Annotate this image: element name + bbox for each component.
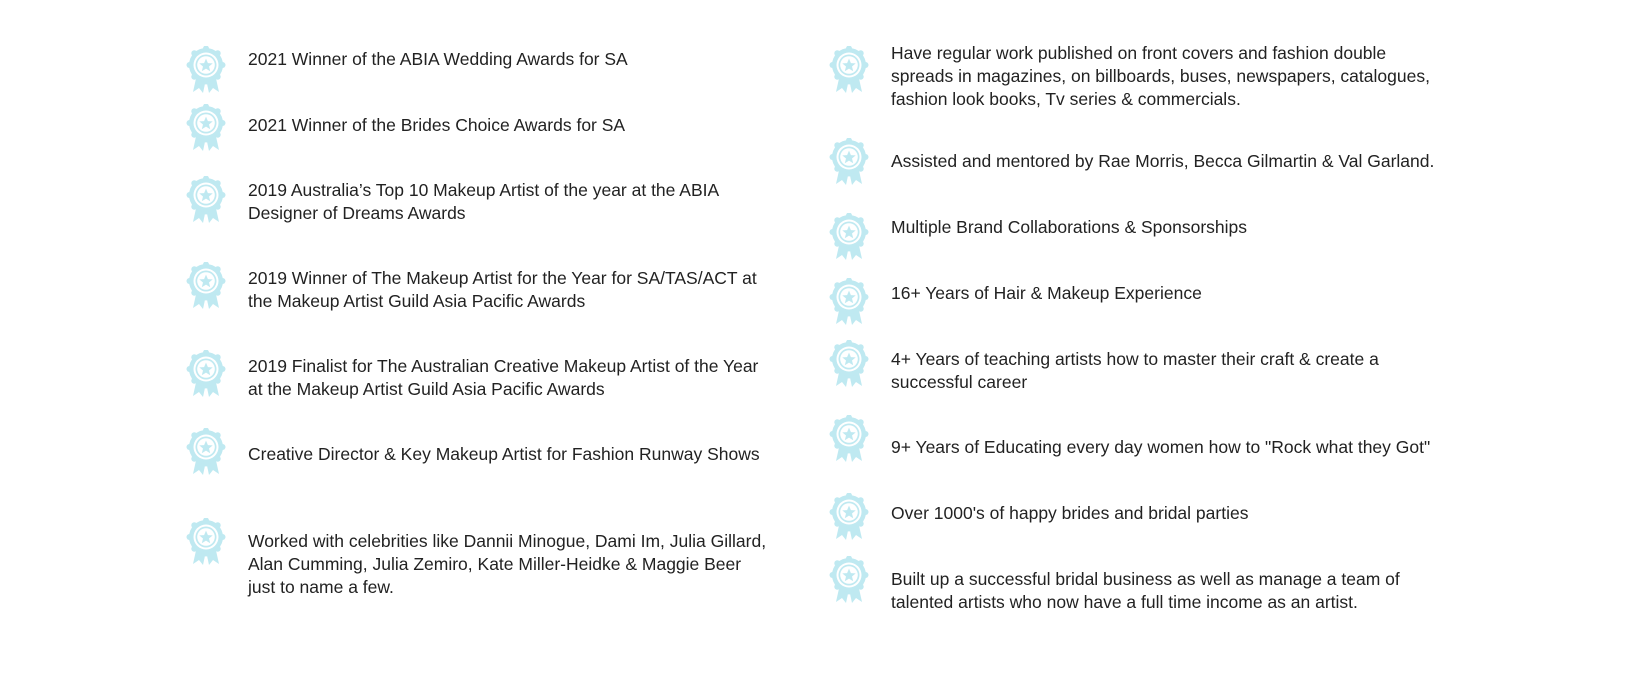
- award-ribbon-icon: [829, 46, 869, 94]
- list-item-text: Built up a successful bridal business as well as manage a team of talented artists who now have a full time income as an artist.: [891, 569, 1400, 612]
- award-ribbon-icon: [186, 104, 226, 152]
- list-item-text: 2021 Winner of the Brides Choice Awards for SA: [248, 115, 626, 135]
- list-item-text: Multiple Brand Collaborations & Sponsorships: [891, 217, 1248, 237]
- award-ribbon-icon: [829, 138, 869, 186]
- list-item-text: Worked with celebrities like Dannii Minogue, Dami Im, Julia Gillard, Alan Cumming, Julia Zemiro, Kate Miller-Heidke & Maggie Beer just to name a few.: [248, 531, 767, 597]
- list-item-text: 2019 Finalist for The Australian Creative Makeup Artist of the Year at the Makeup Artist Guild Asia Pacific Awards: [248, 356, 759, 399]
- list-item-text: Creative Director & Key Makeup Artist for Fashion Runway Shows: [248, 444, 760, 464]
- award-ribbon-icon: [186, 428, 226, 476]
- list-item-text: 16+ Years of Hair & Makeup Experience: [891, 283, 1202, 303]
- list-item-text: 2021 Winner of the ABIA Wedding Awards for SA: [248, 49, 628, 69]
- award-ribbon-icon: [829, 415, 869, 463]
- award-ribbon-icon: [829, 556, 869, 604]
- list-item-text: Assisted and mentored by Rae Morris, Becca Gilmartin & Val Garland.: [891, 151, 1435, 171]
- award-ribbon-icon: [829, 493, 869, 541]
- list-item-text: 4+ Years of teaching artists how to master their craft & create a successful career: [891, 349, 1379, 392]
- award-ribbon-icon: [829, 340, 869, 388]
- list-item-text: Have regular work published on front covers and fashion double spreads in magazines, on billboards, buses, newspapers, catalogues, fashion look books, Tv series & commercials.: [891, 43, 1430, 109]
- award-ribbon-icon: [186, 176, 226, 224]
- list-item-text: 9+ Years of Educating every day women how to "Rock what they Got": [891, 437, 1431, 457]
- list-item-text: 2019 Australia’s Top 10 Makeup Artist of the year at the ABIA Designer of Dreams Awards: [248, 180, 719, 223]
- award-ribbon-icon: [186, 46, 226, 94]
- award-ribbon-icon: [829, 278, 869, 326]
- list-item-text: Over 1000's of happy brides and bridal parties: [891, 503, 1249, 523]
- award-ribbon-icon: [186, 262, 226, 310]
- award-ribbon-icon: [829, 213, 869, 261]
- list-item-text: 2019 Winner of The Makeup Artist for the Year for SA/TAS/ACT at the Makeup Artist Guild Asia Pacific Awards: [248, 268, 757, 311]
- award-ribbon-icon: [186, 518, 226, 566]
- award-ribbon-icon: [186, 350, 226, 398]
